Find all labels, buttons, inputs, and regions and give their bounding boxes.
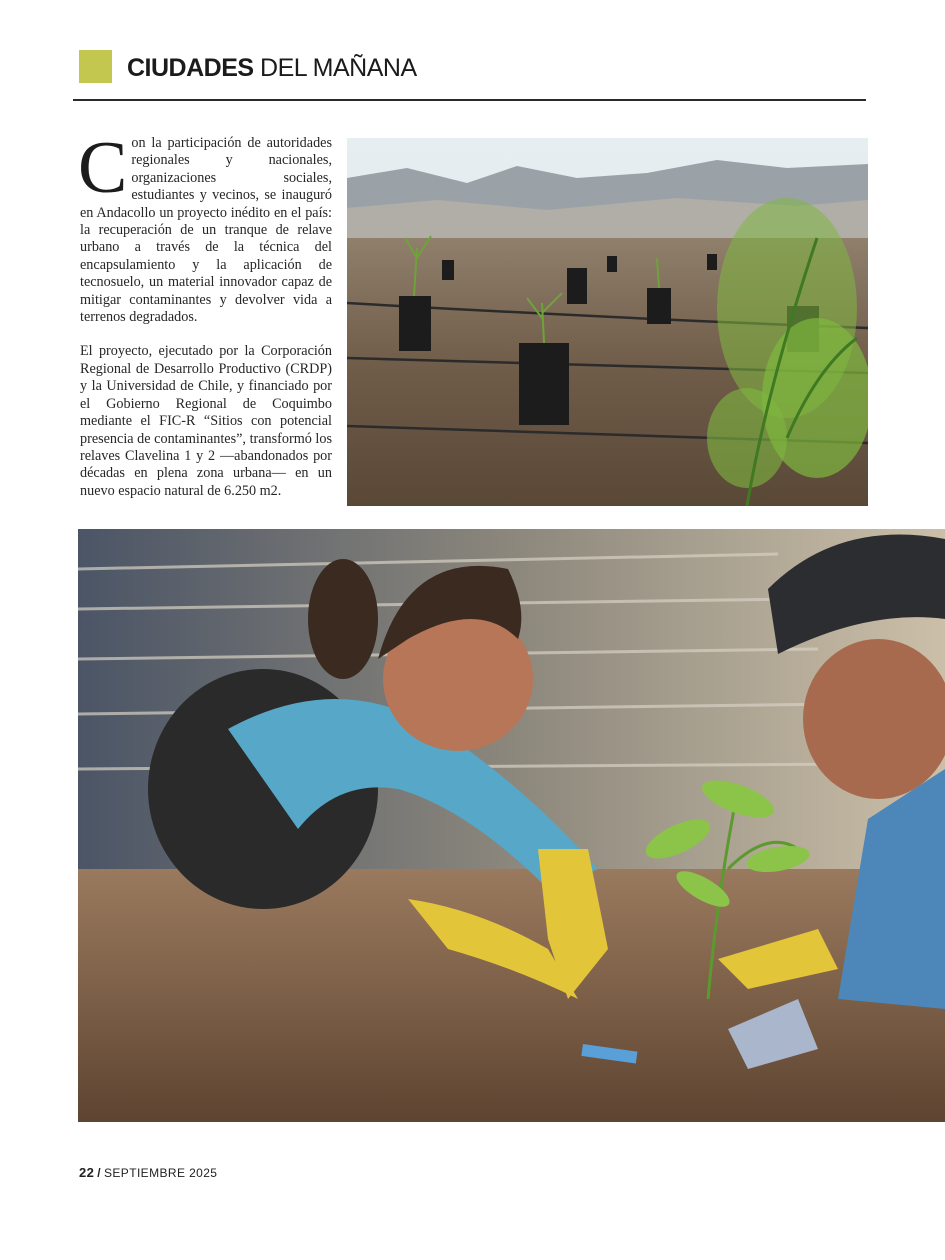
page-number: 22 (79, 1165, 95, 1180)
article-paragraph-1 (78, 127, 332, 326)
seedlings-field-photo (347, 138, 868, 506)
article-body (78, 127, 332, 517)
section-accent-square (79, 50, 112, 83)
section-title (127, 52, 417, 84)
section-title-light (254, 54, 417, 82)
drop-cap: C (78, 127, 128, 209)
article-paragraph-1-text: on la participación de autoridades regionales y nacionales, organizaciones sociales, estudiantes y vecinos, se inauguró en Andacollo un proyecto inédito en el país: la recuperación de un tranque de relave urbano a través de la técnica del encapsulamiento y la aplicación de tecnosuelo, un material innovador capaz de mitigar contaminantes y devolver vida a terrenos degradados. (80, 135, 332, 326)
folio-separator: / (97, 1166, 101, 1180)
section-title-light-text: DEL MAÑANA (260, 54, 417, 82)
page-folio (79, 1165, 217, 1180)
section-title-strong: CIUDADES (127, 54, 254, 82)
article-paragraph-2: El proyecto, ejecutado por la Corporación Regional de Desarrollo Productivo (CRDP) y la Universidad de Chile, y financiado por el Gobierno Regional de Coquimbo mediante el FIC-R “Sitios con potencial presencia de contaminantes”, transformó los relaves Clavelina 1 y 2 —abandonados por décadas en plena zona urbana— en un nuevo espacio natural de 6.250 m2. (80, 343, 332, 499)
header-rule (73, 99, 866, 101)
children-planting-photo (78, 529, 945, 1122)
issue-date: SEPTIEMBRE 2025 (104, 1166, 218, 1180)
